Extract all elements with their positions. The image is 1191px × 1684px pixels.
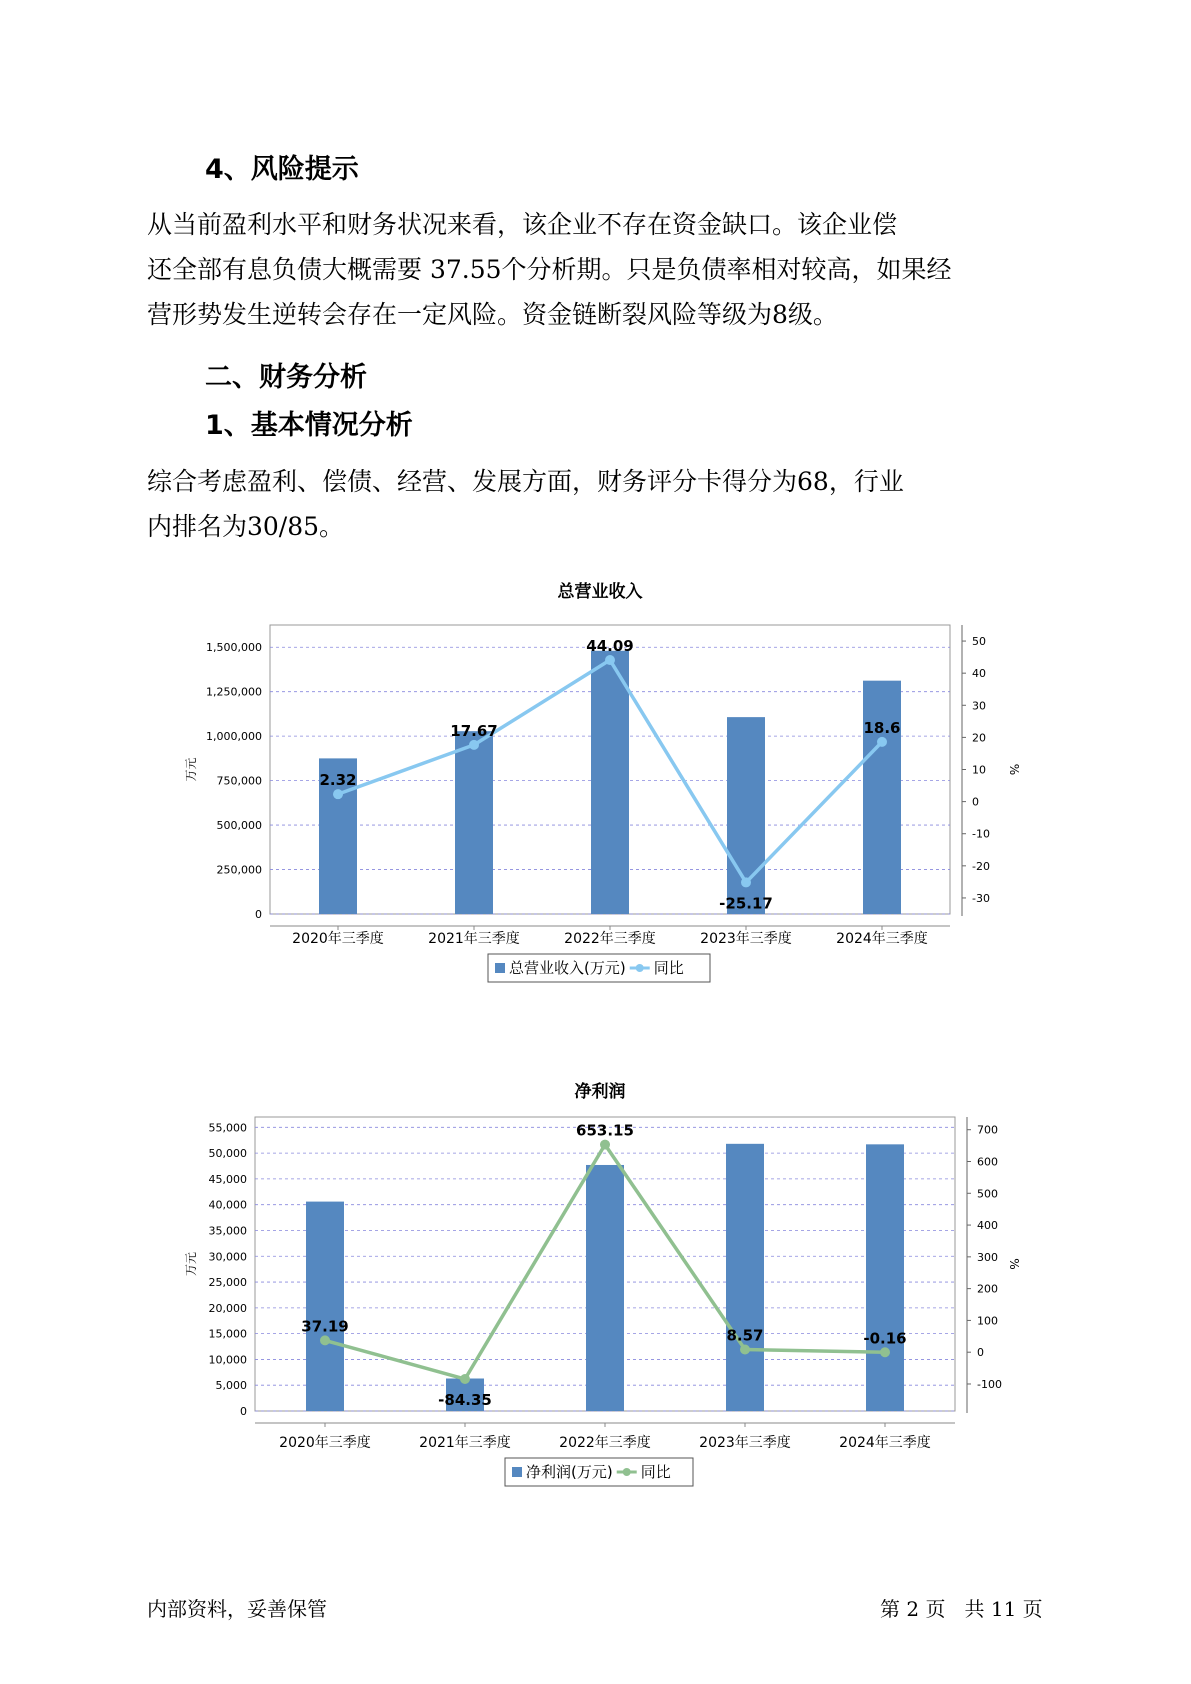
y2-tick-label: 300: [977, 1250, 998, 1264]
y2-tick-label: 100: [977, 1314, 998, 1328]
net-profit-chart-svg: [0, 1075, 1191, 1535]
y2-tick-label: 10: [972, 763, 986, 777]
y-tick-label: 500,000: [216, 819, 262, 833]
y2-tick-label: 700: [977, 1123, 998, 1137]
yoy-data-label: 18.6: [863, 718, 901, 737]
footer-confidential: 内部资料，妥善保管: [147, 1597, 327, 1621]
y2-tick-label: 40: [972, 667, 986, 681]
bar: [863, 681, 901, 914]
yoy-data-label: 17.67: [450, 721, 498, 740]
bar: [591, 651, 629, 914]
x-tick-label: 2024年三季度: [839, 1435, 931, 1451]
paragraph-line: 营形势发生逆转会存在一定风险。资金链断裂风险等级为8级。: [147, 300, 838, 329]
footer-page-number: 第 2 页 共 11 页: [880, 1597, 1043, 1621]
y-tick-label: 0: [255, 908, 262, 921]
bar: [455, 731, 493, 914]
x-tick-label: 2024年三季度: [836, 931, 928, 947]
section-heading-finance: 二、财务分析: [205, 362, 367, 393]
y2-tick-label: -30: [972, 891, 990, 905]
yoy-data-label: 8.57: [726, 1326, 764, 1345]
yoy-data-label: -84.35: [438, 1391, 492, 1410]
y-tick-label: 750,000: [216, 774, 262, 788]
y2-tick-label: -100: [977, 1377, 1002, 1391]
y-tick-label: 250,000: [216, 863, 262, 877]
revenue-chart-svg: [0, 575, 1191, 1030]
chart-title: 净利润: [574, 1082, 626, 1102]
y2-tick-label: 30: [972, 699, 986, 713]
revenue-chart: [0, 575, 1191, 1030]
y2-tick-label: 0: [972, 795, 979, 809]
yoy-data-label: -25.17: [719, 894, 773, 913]
yoy-data-label: 44.09: [586, 637, 634, 656]
yoy-point: [880, 1347, 890, 1357]
bar: [586, 1165, 624, 1411]
y-tick-label: 0: [240, 1405, 247, 1418]
y-tick-label: 45,000: [208, 1172, 247, 1186]
y-tick-label: 1,000,000: [206, 730, 262, 744]
sub-heading-basic: 1、基本情况分析: [205, 410, 413, 441]
y-axis-title: 万元: [184, 1251, 198, 1277]
chart-title: 总营业收入: [557, 582, 643, 602]
yoy-point: [605, 655, 615, 665]
y-tick-label: 1,500,000: [206, 641, 262, 655]
x-tick-label: 2021年三季度: [419, 1435, 511, 1451]
yoy-data-label: -0.16: [863, 1329, 907, 1348]
x-tick-label: 2022年三季度: [564, 931, 656, 947]
bar: [726, 1144, 764, 1411]
section-heading-risk: 4、风险提示: [205, 154, 359, 185]
legend-bar-swatch: [512, 1467, 522, 1477]
yoy-point: [460, 1374, 470, 1384]
yoy-data-label: 37.19: [301, 1317, 349, 1336]
y2-tick-label: 600: [977, 1155, 998, 1169]
legend-line-label: 同比: [640, 1463, 671, 1481]
bar: [306, 1202, 344, 1411]
y-tick-label: 55,000: [208, 1121, 247, 1135]
legend-line-marker: [623, 1468, 631, 1476]
y-tick-label: 35,000: [208, 1224, 247, 1238]
yoy-point: [333, 789, 343, 799]
x-tick-label: 2020年三季度: [279, 1435, 371, 1451]
paragraph-line: 从当前盈利水平和财务状况来看，该企业不存在资金缺口。该企业偿: [147, 210, 898, 239]
bar: [866, 1144, 904, 1411]
legend-line-marker: [636, 964, 644, 972]
x-tick-label: 2022年三季度: [559, 1435, 651, 1451]
y2-tick-label: 200: [977, 1282, 998, 1296]
yoy-data-label: 653.15: [576, 1121, 634, 1140]
yoy-point: [600, 1140, 610, 1150]
y2-tick-label: 500: [977, 1187, 998, 1201]
paragraph-line: 综合考虑盈利、偿债、经营、发展方面，财务评分卡得分为68，行业: [147, 467, 904, 496]
y2-tick-label: 20: [972, 731, 986, 745]
y2-axis-title: %: [1007, 1258, 1021, 1270]
yoy-data-label: 2.32: [319, 771, 357, 790]
x-tick-label: 2023年三季度: [700, 931, 792, 947]
y2-tick-label: -10: [972, 827, 990, 841]
y-tick-label: 15,000: [208, 1327, 247, 1341]
y2-tick-label: 50: [972, 635, 986, 649]
y2-axis-title: %: [1007, 763, 1021, 776]
y-tick-label: 10,000: [208, 1353, 247, 1367]
net-profit-chart: [0, 1075, 1191, 1535]
legend-bar-label: 净利润(万元): [526, 1463, 613, 1481]
y-tick-label: 20,000: [208, 1301, 247, 1315]
basic-paragraph: [147, 459, 1047, 549]
y-tick-label: 40,000: [208, 1198, 247, 1212]
x-tick-label: 2020年三季度: [292, 931, 384, 947]
y-tick-label: 30,000: [208, 1250, 247, 1264]
legend-bar-swatch: [495, 963, 505, 973]
yoy-point: [877, 737, 887, 747]
y-tick-label: 25,000: [208, 1276, 247, 1290]
paragraph-line: 还全部有息负债大概需要 37.55个分析期。只是负债率相对较高，如果经: [147, 255, 952, 284]
yoy-point: [740, 1344, 750, 1354]
legend-line-label: 同比: [653, 959, 684, 977]
y-tick-label: 1,250,000: [206, 685, 262, 699]
paragraph-line: 内排名为30/85。: [147, 512, 345, 541]
y-tick-label: 50,000: [208, 1147, 247, 1161]
risk-paragraph: [147, 202, 1047, 337]
yoy-point: [469, 740, 479, 750]
y-tick-label: 5,000: [215, 1379, 247, 1393]
yoy-point: [741, 877, 751, 887]
y-axis-title: 万元: [184, 757, 198, 782]
y2-tick-label: -20: [972, 859, 990, 873]
yoy-point: [320, 1335, 330, 1345]
x-tick-label: 2021年三季度: [428, 931, 520, 947]
legend-bar-label: 总营业收入(万元): [509, 959, 626, 977]
y2-tick-label: 0: [977, 1346, 984, 1360]
x-tick-label: 2023年三季度: [699, 1435, 791, 1451]
y2-tick-label: 400: [977, 1219, 998, 1233]
